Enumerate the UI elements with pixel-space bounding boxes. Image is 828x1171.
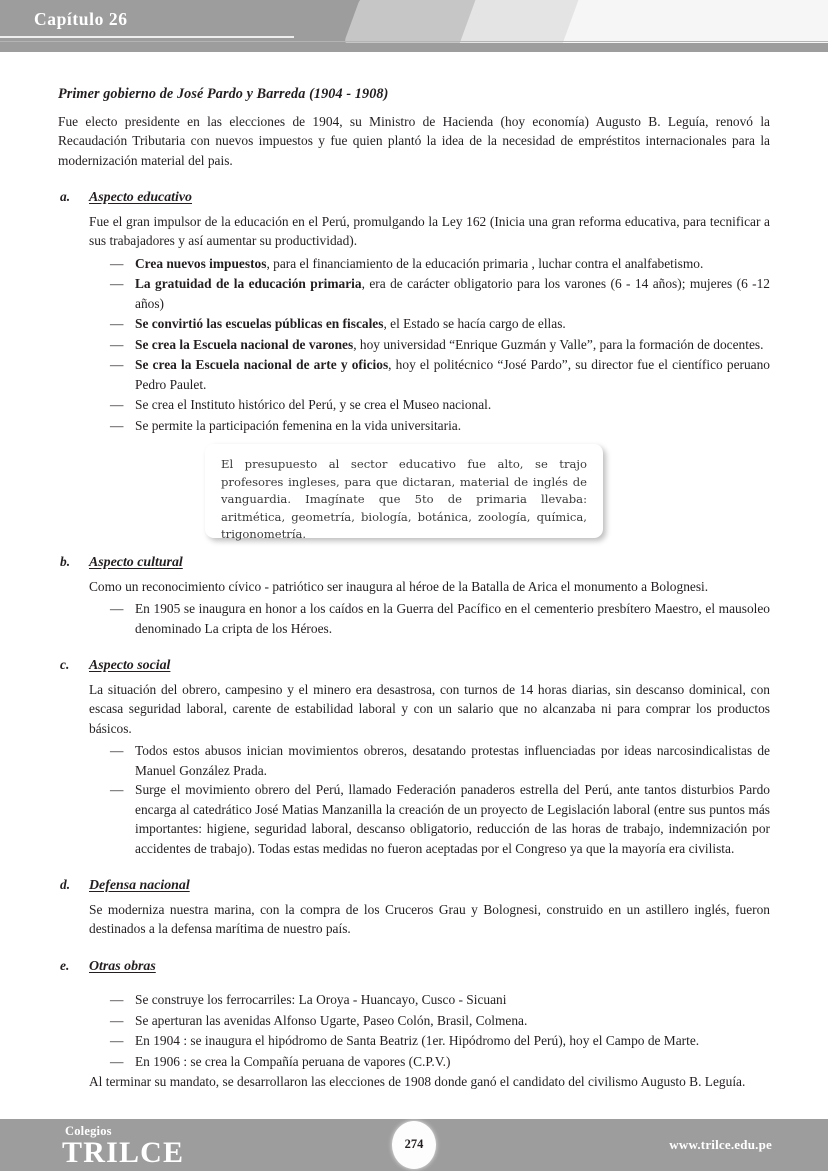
- list-item-bold: Se convirtió las escuelas públicas en fiscales: [135, 316, 384, 331]
- list-item: [110, 355, 770, 394]
- list-item: [110, 1052, 770, 1072]
- section-d-paragraph: Se moderniza nuestra marina, con la compra de los Cruceros Grau y Bolognesi, construido en un astillero inglés, fueron destinados a la defensa marítima de nuestro país.: [89, 901, 770, 936]
- list-item-text: , para el financiamiento de la educación primaria , luchar contra el analfabetismo.: [266, 255, 704, 271]
- footer-url[interactable]: www.trilce.edu.pe: [669, 1137, 772, 1152]
- section-d: [58, 875, 770, 939]
- section-b-paragraph: Como un reconocimiento cívico - patriótico ser inaugura al héroe de la Batalla de Arica el monumento a Bolognesi.: [89, 578, 709, 594]
- page-body: [0, 52, 828, 1093]
- dash-bullet-icon: —: [110, 992, 124, 1007]
- section-b-letter: b.: [60, 554, 71, 569]
- list-item-text: , era de carácter obligatorio para los varones (6 - 14 años); mujeres (6 -12 años): [135, 276, 771, 311]
- list-item: [110, 254, 770, 274]
- list-item-bold: Se crea la Escuela nacional de arte y oficios: [135, 357, 389, 372]
- section-c-list: [89, 741, 770, 858]
- section-e-letter: e.: [60, 957, 70, 973]
- list-item: [110, 741, 770, 780]
- list-item: [110, 1011, 770, 1031]
- section-a: [58, 187, 770, 435]
- section-b-heading: Aspecto cultural: [89, 555, 183, 570]
- section-b: [58, 552, 770, 638]
- dash-bullet-icon: —: [110, 316, 124, 331]
- list-item-text: En 1906 : se crea la Compañía peruana de vapores (C.P.V.): [135, 1053, 451, 1069]
- dash-bullet-icon: —: [110, 397, 124, 412]
- header-bottom-rule: [0, 43, 828, 52]
- section-a-heading: Aspecto educativo: [89, 190, 192, 205]
- brand-logo: [62, 1124, 184, 1168]
- page-number-badge: [392, 1121, 436, 1169]
- list-item: [110, 395, 770, 415]
- header-band-1: [343, 0, 479, 45]
- list-item: [110, 990, 770, 1010]
- dash-bullet-icon: —: [110, 743, 124, 758]
- section-e: [58, 956, 770, 1092]
- dash-bullet-icon: —: [110, 1012, 124, 1028]
- section-e-list: [89, 990, 770, 1071]
- list-item-bold: Se crea la Escuela nacional de varones: [135, 336, 354, 352]
- list-item-text: Se aperturan las avenidas Alfonso Ugarte, Paseo Colón, Brasil, Colmena.: [135, 1012, 528, 1028]
- list-item: [110, 416, 770, 436]
- list-item-text: , hoy el politécnico “José Pardo”, su director fue el científico peruano Pedro Paulet.: [135, 357, 770, 392]
- callout-wrapper: [58, 436, 770, 548]
- brand-logo-top: Colegios: [65, 1124, 112, 1138]
- list-item: [110, 314, 770, 334]
- dash-bullet-icon: —: [110, 1033, 124, 1048]
- dash-bullet-icon: —: [110, 601, 124, 616]
- dash-bullet-icon: —: [110, 782, 124, 797]
- list-item: [110, 1031, 770, 1051]
- list-item-text: Se crea el Instituto histórico del Perú, y se crea el Museo nacional.: [135, 397, 492, 412]
- intro-paragraph: Fue electo presidente en las elecciones de 1904, su Ministro de Hacienda (hoy economía) Augusto B. Leguía, renovó la Recaudación Tributaria con nuevos impuestos y fue quien plantó la idea de la necesidad de empréstitos internacionales para la modernización material del pais.: [58, 113, 770, 168]
- section-c-letter: c.: [60, 657, 70, 672]
- article-content: [0, 52, 828, 1092]
- list-item-text: , hoy universidad “Enrique Guzmán y Valle”, para la formación de docentes.: [353, 336, 764, 352]
- page-number: 274: [404, 1137, 424, 1151]
- list-item-text: En 1905 se inaugura en honor a los caídos en la Guerra del Pacífico en el cementerio presbítero Maestro, el mausoleo denominado La cripta de los Héroes.: [135, 601, 770, 636]
- section-a-paragraph: Fue el gran impulsor de la educación en el Perú, promulgando la Ley 162 (Inicia una gran reforma educativa, para tecnificar a sus trabajadores y así aumentar su productividad).: [89, 213, 770, 248]
- list-item-bold: Crea nuevos impuestos: [135, 255, 267, 271]
- section-a-list: [89, 254, 770, 436]
- list-item-text: , el Estado se hacía cargo de ellas.: [383, 316, 566, 331]
- callout-box: El presupuesto al sector educativo fue alto, se trajo profesores ingleses, para que dictaran, material de inglés de vanguardia. Imagínate que 5to de primaria llevaba: aritmética, geometría, biología, botánica, zoología, química, trigonometría.: [205, 444, 603, 538]
- brand-logo-main: TRILCE: [62, 1136, 185, 1169]
- header-band-3: [562, 0, 828, 45]
- section-d-heading: Defensa nacional: [89, 878, 190, 893]
- header-hairline: [0, 41, 828, 42]
- dash-bullet-icon: —: [110, 255, 124, 271]
- section-e-heading: Otras obras: [89, 958, 156, 974]
- dash-bullet-icon: —: [110, 417, 124, 433]
- list-item-text: Se permite la participación femenina en la vida universitaria.: [135, 417, 462, 433]
- section-d-letter: d.: [60, 877, 71, 892]
- section-e-closing: Al terminar su mandato, se desarrollaron las elecciones de 1908 donde ganó el candidato del civilismo Augusto B. Leguía.: [89, 1074, 746, 1089]
- list-item-bold: La gratuidad de la educación primaria: [135, 276, 362, 291]
- list-item-text: Todos estos abusos inician movimientos obreros, desatando protestas influenciadas por ideas narcosindicalistas de Manuel González Prada.: [135, 743, 770, 778]
- chapter-label: Capítulo 26: [34, 9, 128, 29]
- dash-bullet-icon: —: [110, 276, 124, 291]
- section-b-list: [89, 599, 770, 638]
- chapter-underline: [0, 36, 294, 38]
- dash-bullet-icon: —: [110, 336, 124, 352]
- list-item-text: Se construye los ferrocarriles: La Oroya - Huancayo, Cusco - Sicuani: [135, 992, 507, 1007]
- list-item: [110, 335, 770, 355]
- list-item: [110, 780, 770, 858]
- page-title: Primer gobierno de José Pardo y Barreda (1904 - 1908): [58, 86, 389, 102]
- section-c: [58, 655, 770, 858]
- list-item: [110, 274, 770, 313]
- section-c-heading: Aspecto social: [89, 658, 171, 673]
- page-header: [0, 0, 828, 52]
- list-item: [110, 599, 770, 638]
- section-a-letter: a.: [60, 189, 71, 204]
- list-item-text: Surge el movimiento obrero del Perú, llamado Federación panaderos estrella del Perú, ante tantos disturbios Pardo encarga al catedrático José Matias Manzanilla la creación de un proyecto de Legislación laboral (entre sus puntos más importantes: higiene, seguridad laboral, descanso obligatorio, reducción de las horas de trabajo, indemnización por accidentes de trabajo). Todas estas medidas no fueron aceptadas por el Congreso ya que la mayoría era civilista.: [135, 782, 770, 856]
- dash-bullet-icon: —: [110, 357, 124, 372]
- section-c-paragraph: La situación del obrero, campesino y el minero era desastrosa, con turnos de 14 horas diarias, sin descanso dominical, con escasa seguridad laboral, carente de estabilidad laboral y con un salario que no alcanzaba ni para comprar los productos básicos.: [89, 681, 770, 736]
- list-item-text: En 1904 : se inaugura el hipódromo de Santa Beatriz (1er. Hipódromo del Perú), hoy el Campo de Marte.: [135, 1033, 700, 1048]
- dash-bullet-icon: —: [110, 1053, 124, 1069]
